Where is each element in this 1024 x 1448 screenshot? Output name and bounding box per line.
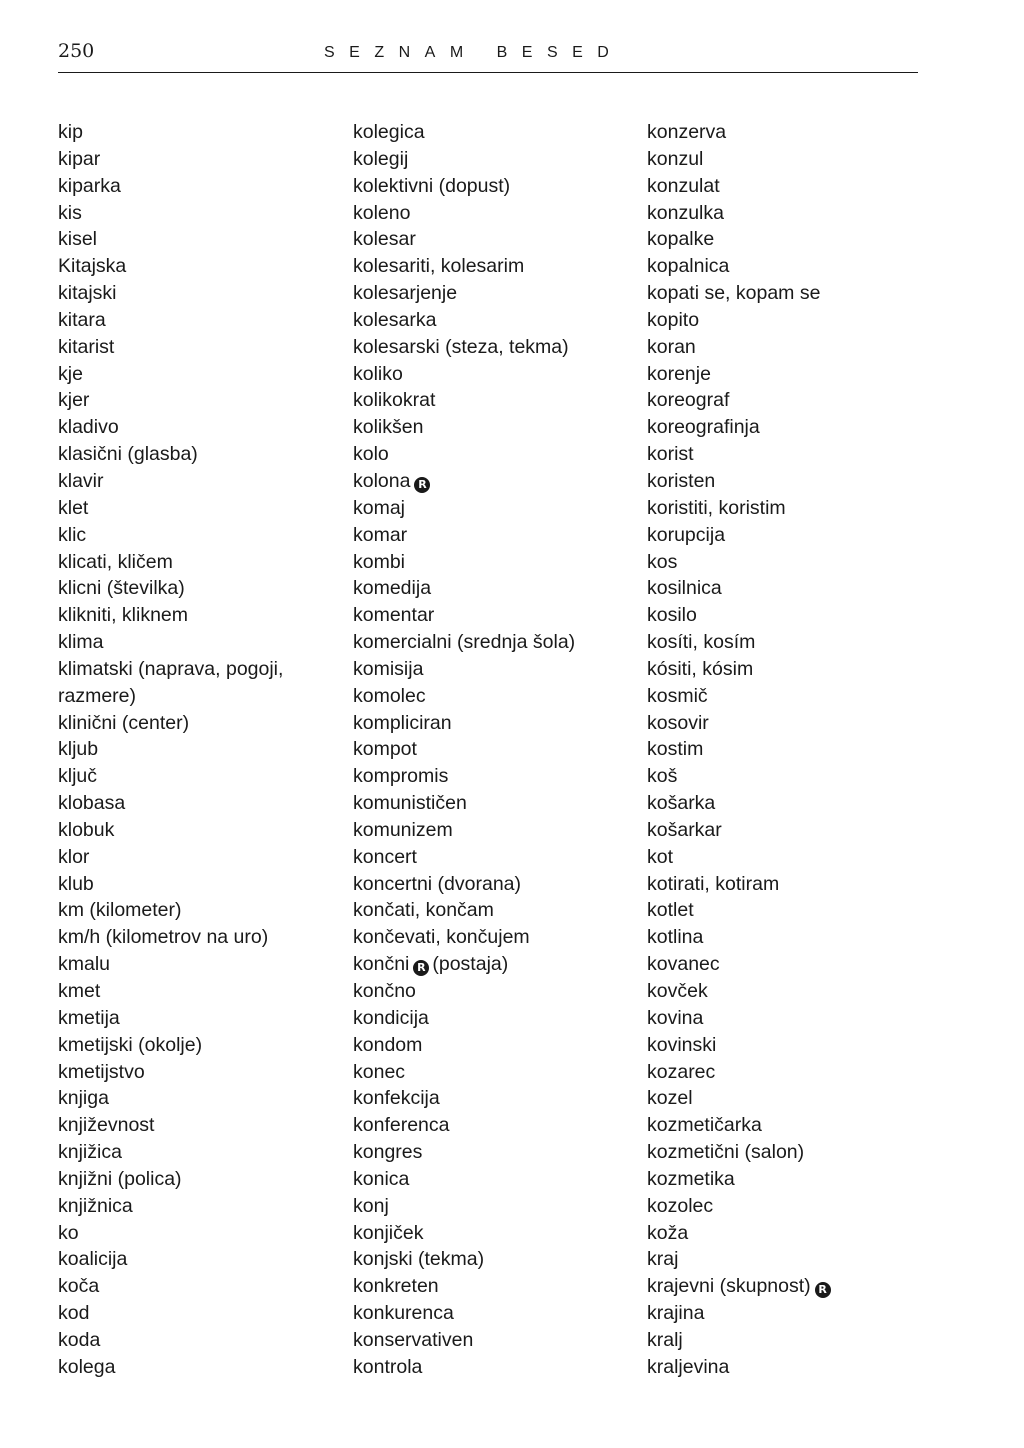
running-title: SEZNAM BESED <box>324 44 624 61</box>
word-text: koncert <box>353 845 417 868</box>
word-text: koš <box>647 765 678 788</box>
word-entry <box>58 1059 283 1086</box>
word-entry <box>58 1354 283 1381</box>
word-entry <box>647 1059 834 1086</box>
word-text: konzul <box>647 147 704 170</box>
register-marker-icon: R <box>413 960 429 976</box>
word-entry <box>58 710 283 737</box>
word-text: kotlet <box>647 899 694 922</box>
word-text: kje <box>58 362 83 385</box>
word-text: korenje <box>647 362 711 385</box>
word-text: kombi <box>353 550 406 573</box>
word-text: kompliciran <box>353 711 452 734</box>
word-text: klasični (glasba) <box>58 443 198 466</box>
word-entry <box>647 173 834 200</box>
word-entry <box>353 280 575 307</box>
word-text: končevati, končujem <box>353 926 530 949</box>
word-column-3 <box>647 119 834 1381</box>
word-text: kos <box>647 550 678 573</box>
word-entry <box>58 951 283 978</box>
word-entry <box>647 1193 834 1220</box>
word-text: koreograf <box>647 389 730 412</box>
word-text: kjer <box>58 389 90 412</box>
word-entry <box>58 334 283 361</box>
word-entry <box>647 710 834 737</box>
word-entry <box>58 200 283 227</box>
word-entry <box>353 978 575 1005</box>
word-text: kozmetični (salon) <box>647 1141 805 1164</box>
word-text: kotirati, kotiram <box>647 872 780 895</box>
word-text: komunističen <box>353 792 467 815</box>
word-text: kolesarjenje <box>353 282 458 305</box>
register-marker-icon: R <box>815 1282 831 1298</box>
word-entry <box>647 119 834 146</box>
word-entry <box>353 871 575 898</box>
word-entry <box>58 1139 283 1166</box>
word-entry <box>353 1166 575 1193</box>
word-entry <box>353 710 575 737</box>
word-column-2 <box>353 119 575 1381</box>
word-text: ključ <box>58 765 98 788</box>
word-text: kolesar <box>353 228 416 251</box>
word-text: klobasa <box>58 792 126 815</box>
word-text: kitajski <box>58 282 117 305</box>
word-text: korist <box>647 443 694 466</box>
word-text: konzulat <box>647 174 720 197</box>
word-entry <box>353 790 575 817</box>
word-text: koalicija <box>58 1248 128 1271</box>
word-text: komaj <box>353 496 406 519</box>
word-text: kósiti, kósim <box>647 657 754 680</box>
word-entry <box>353 146 575 173</box>
word-entry <box>353 736 575 763</box>
word-text: kmalu <box>58 953 111 976</box>
word-text: kolikokrat <box>353 389 436 412</box>
word-entry <box>58 656 283 683</box>
word-text: končati, končam <box>353 899 494 922</box>
word-text: kipar <box>58 147 101 170</box>
word-text: klicni (številka) <box>58 577 185 600</box>
word-entry <box>58 495 283 522</box>
word-text: klima <box>58 631 104 654</box>
word-text: končni <box>353 953 410 976</box>
word-text: kisel <box>58 228 98 251</box>
word-text: ko <box>58 1221 79 1244</box>
word-entry <box>647 978 834 1005</box>
word-text: kozmetika <box>647 1167 735 1190</box>
word-entry <box>647 817 834 844</box>
word-text: klub <box>58 872 94 895</box>
word-text: knjižnica <box>58 1194 133 1217</box>
word-entry <box>58 307 283 334</box>
word-text: kiparka <box>58 174 121 197</box>
word-text: krajevni (skupnost) <box>647 1275 811 1298</box>
word-entry <box>353 1327 575 1354</box>
word-entry <box>647 307 834 334</box>
word-entry <box>58 1112 283 1139</box>
word-text: knjižni (polica) <box>58 1167 182 1190</box>
word-entry <box>647 414 834 441</box>
word-text: komentar <box>353 604 435 627</box>
word-entry <box>353 1139 575 1166</box>
word-text: konfekcija <box>353 1087 440 1110</box>
word-text: konferenca <box>353 1114 450 1137</box>
word-entry <box>58 575 283 602</box>
word-entry <box>353 1354 575 1381</box>
word-entry <box>353 629 575 656</box>
word-entry <box>353 522 575 549</box>
word-text: komunizem <box>353 818 453 841</box>
word-entry <box>58 1273 283 1300</box>
word-text: kmet <box>58 980 101 1002</box>
word-text: konec <box>353 1060 406 1083</box>
word-entry <box>647 1300 834 1327</box>
word-text: kolesarka <box>353 308 437 331</box>
word-text: kolesariti, kolesarim <box>353 255 525 278</box>
word-entry <box>647 1085 834 1112</box>
word-entry <box>353 1005 575 1032</box>
word-text: komar <box>353 523 408 546</box>
word-entry <box>353 1193 575 1220</box>
word-entry <box>353 575 575 602</box>
word-entry <box>647 495 834 522</box>
word-entry <box>58 629 283 656</box>
word-entry <box>58 1166 283 1193</box>
word-entry <box>353 897 575 924</box>
word-text: kosmič <box>647 684 708 707</box>
word-text: kongres <box>353 1141 423 1164</box>
word-entry <box>353 334 575 361</box>
word-text: knjižica <box>58 1141 122 1164</box>
word-entry <box>647 790 834 817</box>
word-entry <box>353 441 575 468</box>
header-rule <box>58 72 918 73</box>
word-text: kmetija <box>58 1006 120 1029</box>
word-text: km (kilometer) <box>58 899 182 922</box>
word-entry <box>647 951 834 978</box>
word-entry <box>58 1300 283 1327</box>
word-entry <box>353 817 575 844</box>
word-text: klavir <box>58 469 104 492</box>
word-text: razmere) <box>58 684 137 707</box>
word-entry <box>353 1112 575 1139</box>
word-entry <box>353 253 575 280</box>
word-text: kmetijstvo <box>58 1060 145 1083</box>
word-entry <box>353 468 575 495</box>
word-text: korupcija <box>647 523 726 546</box>
word-entry <box>647 871 834 898</box>
word-text: kladivo <box>58 416 119 439</box>
word-entry <box>58 924 283 951</box>
word-text: košarka <box>647 792 716 815</box>
word-text: klet <box>58 496 89 519</box>
word-entry <box>58 763 283 790</box>
word-text: kotlina <box>647 926 704 949</box>
word-text: km/h (kilometrov na uro) <box>58 926 269 949</box>
word-suffix: (postaja) <box>432 953 509 976</box>
word-entry <box>58 1005 283 1032</box>
word-entry <box>58 253 283 280</box>
word-entry <box>647 1327 834 1354</box>
word-text: kolegij <box>353 147 409 170</box>
word-entry <box>353 173 575 200</box>
word-entry <box>58 1085 283 1112</box>
word-entry <box>58 441 283 468</box>
word-entry <box>58 1032 283 1059</box>
word-text: kopalke <box>647 228 715 251</box>
word-text: konica <box>353 1167 410 1190</box>
word-text: koža <box>647 1221 689 1244</box>
word-entry <box>58 468 283 495</box>
word-entry <box>647 146 834 173</box>
word-entry <box>58 173 283 200</box>
word-text: kitara <box>58 308 106 331</box>
word-entry <box>58 1220 283 1247</box>
page-number: 250 <box>58 40 95 62</box>
word-entry <box>647 1139 834 1166</box>
word-entry <box>647 1112 834 1139</box>
word-entry <box>58 414 283 441</box>
word-entry <box>58 146 283 173</box>
word-entry <box>58 280 283 307</box>
word-entry <box>647 1246 834 1273</box>
word-text: kolegica <box>353 121 425 143</box>
word-entry <box>647 897 834 924</box>
page-header <box>58 38 918 72</box>
word-text: kljub <box>58 738 99 761</box>
word-entry <box>647 253 834 280</box>
word-text: kot <box>647 845 674 868</box>
word-entry <box>647 575 834 602</box>
word-text: košarkar <box>647 818 722 841</box>
word-text: kozmetičarka <box>647 1114 762 1137</box>
word-text: kompot <box>353 738 417 761</box>
word-text: konkurenca <box>353 1302 454 1325</box>
word-entry <box>647 602 834 629</box>
word-entry <box>58 1193 283 1220</box>
word-text: kondicija <box>353 1006 429 1029</box>
word-text: kolo <box>353 443 389 466</box>
word-text: konkreten <box>353 1275 439 1298</box>
word-text: kod <box>58 1302 90 1325</box>
word-text: konj <box>353 1194 389 1217</box>
word-text: kosilnica <box>647 577 722 600</box>
word-entry <box>647 1032 834 1059</box>
word-entry <box>647 522 834 549</box>
word-entry <box>58 817 283 844</box>
word-text: komercialni (srednja šola) <box>353 631 576 654</box>
word-text: konjski (tekma) <box>353 1248 485 1271</box>
word-text: kolektivni (dopust) <box>353 174 511 197</box>
word-text: književnost <box>58 1114 155 1137</box>
word-text: komisija <box>353 657 424 680</box>
word-text: kis <box>58 201 82 224</box>
word-text: kraljevina <box>647 1355 730 1378</box>
word-entry <box>58 897 283 924</box>
word-entry <box>58 361 283 388</box>
word-text: konzulka <box>647 201 724 224</box>
word-entry <box>353 119 575 146</box>
word-text: kozarec <box>647 1060 716 1083</box>
word-entry <box>58 119 283 146</box>
word-entry <box>647 468 834 495</box>
word-text: komedija <box>353 577 432 600</box>
word-entry <box>647 280 834 307</box>
word-entry <box>353 763 575 790</box>
word-entry <box>353 1300 575 1327</box>
word-text: kozel <box>647 1087 693 1110</box>
word-text: kolikšen <box>353 416 424 439</box>
word-entry <box>58 387 283 414</box>
word-text: konzerva <box>647 121 727 143</box>
word-text: kosovir <box>647 711 709 734</box>
word-text: koristen <box>647 469 716 492</box>
word-text: koristiti, koristim <box>647 496 786 519</box>
word-entry <box>58 683 283 710</box>
word-text: klor <box>58 845 90 868</box>
word-entry <box>353 361 575 388</box>
word-text: kolona <box>353 469 411 492</box>
word-entry <box>647 334 834 361</box>
word-text: koda <box>58 1328 101 1351</box>
word-text: kompromis <box>353 765 449 788</box>
word-text: kostim <box>647 738 704 761</box>
word-text: koliko <box>353 362 403 385</box>
word-text: konjiček <box>353 1221 424 1244</box>
word-entry <box>647 1005 834 1032</box>
word-entry <box>647 844 834 871</box>
word-text: kondom <box>353 1033 423 1056</box>
word-entry <box>353 951 575 978</box>
word-entry <box>58 844 283 871</box>
word-entry <box>647 200 834 227</box>
word-entry <box>647 683 834 710</box>
word-text: koreografinja <box>647 416 760 439</box>
word-text: kovina <box>647 1006 704 1029</box>
word-entry <box>647 441 834 468</box>
word-column-1 <box>58 119 283 1381</box>
word-entry <box>58 978 283 1005</box>
word-entry <box>647 387 834 414</box>
word-text: koran <box>647 335 696 358</box>
word-text: kralj <box>647 1328 683 1351</box>
word-text: kopito <box>647 308 700 331</box>
word-text: krajina <box>647 1302 705 1325</box>
word-entry <box>353 307 575 334</box>
word-entry <box>647 1354 834 1381</box>
word-text: Kitajska <box>58 255 127 278</box>
word-text: koča <box>58 1275 100 1298</box>
word-text: končno <box>353 980 416 1002</box>
word-entry <box>58 1246 283 1273</box>
word-text: kosilo <box>647 604 697 627</box>
word-entry <box>353 414 575 441</box>
word-text: klicati, kličem <box>58 550 173 573</box>
word-text: kolesarski (steza, tekma) <box>353 335 569 358</box>
word-entry <box>353 683 575 710</box>
word-text: kopalnica <box>647 255 730 278</box>
word-entry <box>647 924 834 951</box>
word-entry <box>353 844 575 871</box>
word-text: klinični (center) <box>58 711 190 734</box>
word-text: komolec <box>353 684 426 707</box>
word-text: klimatski (naprava, pogoji, <box>58 657 284 680</box>
word-text: kitarist <box>58 335 115 358</box>
word-entry <box>647 656 834 683</box>
word-entry <box>647 629 834 656</box>
word-entry <box>353 226 575 253</box>
word-entry <box>647 1273 834 1300</box>
word-text: kovček <box>647 980 708 1002</box>
word-entry <box>353 924 575 951</box>
word-entry <box>353 495 575 522</box>
word-entry <box>353 1220 575 1247</box>
word-text: konservativen <box>353 1328 474 1351</box>
word-entry <box>58 790 283 817</box>
word-text: koleno <box>353 201 411 224</box>
word-entry <box>353 200 575 227</box>
word-text: kovanec <box>647 953 720 976</box>
word-entry <box>353 387 575 414</box>
word-text: kovinski <box>647 1033 717 1056</box>
word-text: klobuk <box>58 818 115 841</box>
register-marker-icon: R <box>414 477 430 493</box>
word-entry <box>58 871 283 898</box>
word-text: kosíti, kosím <box>647 631 756 654</box>
word-text: kip <box>58 121 83 143</box>
word-entry <box>647 549 834 576</box>
word-text: kolega <box>58 1355 116 1378</box>
word-text: kopati se, kopam se <box>647 282 821 305</box>
word-entry <box>647 1166 834 1193</box>
word-text: kraj <box>647 1248 679 1271</box>
word-entry <box>353 1085 575 1112</box>
word-entry <box>58 602 283 629</box>
word-entry <box>647 226 834 253</box>
word-entry <box>58 736 283 763</box>
word-entry <box>647 361 834 388</box>
word-text: koncertni (dvorana) <box>353 872 521 895</box>
word-text: kozolec <box>647 1194 714 1217</box>
word-entry <box>647 763 834 790</box>
word-entry <box>353 602 575 629</box>
word-text: kmetijski (okolje) <box>58 1033 203 1056</box>
word-entry <box>353 1273 575 1300</box>
word-entry <box>58 1327 283 1354</box>
word-entry <box>353 549 575 576</box>
word-entry <box>58 226 283 253</box>
word-entry <box>58 549 283 576</box>
word-entry <box>353 1059 575 1086</box>
word-text: klic <box>58 523 87 546</box>
word-text: kontrola <box>353 1355 423 1378</box>
word-entry <box>647 736 834 763</box>
word-entry <box>353 1246 575 1273</box>
word-entry <box>647 1220 834 1247</box>
word-entry <box>58 522 283 549</box>
word-text: klikniti, kliknem <box>58 604 189 627</box>
word-entry <box>353 656 575 683</box>
word-entry <box>353 1032 575 1059</box>
word-text: knjiga <box>58 1087 109 1110</box>
